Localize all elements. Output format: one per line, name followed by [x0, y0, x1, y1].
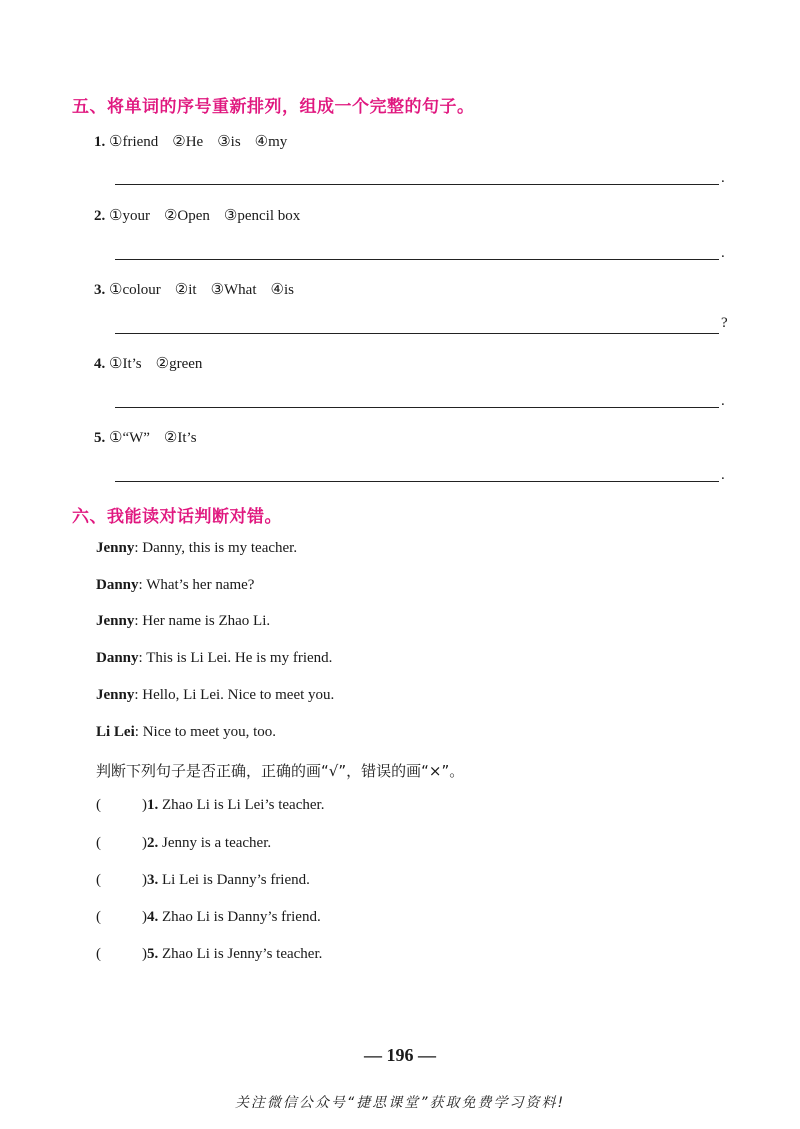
answer-bracket-open[interactable]: (: [96, 946, 101, 962]
option: ④is: [270, 282, 294, 298]
answer-line-3[interactable]: [115, 333, 719, 334]
footer-note: 关注微信公众号“捷思课堂”获取免费学习资料!: [234, 1095, 566, 1111]
statement-number: 1.: [147, 797, 162, 813]
option: ②Open: [163, 208, 210, 224]
option: ③What: [210, 282, 257, 298]
speaker-name: Jenny: [96, 540, 135, 556]
statement-text: Zhao Li is Li Lei’s teacher.: [162, 797, 325, 813]
dialogue-text: Hello, Li Lei. Nice to meet you.: [142, 687, 335, 703]
speaker-separator: :: [138, 577, 147, 593]
answer-bracket-close: ): [142, 835, 147, 851]
question-number: 4.: [94, 356, 109, 372]
question-4: [94, 354, 216, 373]
answer-bracket-open[interactable]: (: [96, 909, 101, 925]
dialogue-text: Danny, this is my teacher.: [142, 540, 298, 556]
end-punctuation: ?: [721, 315, 728, 331]
statement-number: 2.: [147, 835, 162, 851]
option: ①It’s: [109, 356, 142, 372]
question-number: 1.: [94, 134, 109, 150]
speaker-name: Jenny: [96, 687, 135, 703]
question-number: 5.: [94, 430, 109, 446]
statement-number: 5.: [147, 946, 162, 962]
option: ①friend: [109, 134, 159, 150]
speaker-separator: :: [134, 613, 143, 629]
question-number: 3.: [94, 282, 109, 298]
option: ②It’s: [163, 430, 197, 446]
answer-line-4[interactable]: [115, 407, 719, 408]
section-5-title: 五、将单词的序号重新排列，组成一个完整的句子。: [72, 97, 475, 117]
statement-text: Zhao Li is Jenny’s teacher.: [162, 946, 323, 962]
answer-bracket-close: ): [142, 872, 147, 888]
question-5: [94, 428, 211, 447]
statement-text: Li Lei is Danny’s friend.: [162, 872, 310, 888]
option: ②it: [174, 282, 197, 298]
end-punctuation: .: [721, 245, 725, 261]
option: ④my: [254, 134, 288, 150]
answer-bracket-close: ): [142, 946, 147, 962]
page-number: — 196 —: [364, 1045, 436, 1065]
answer-line-5[interactable]: [115, 481, 719, 482]
end-punctuation: .: [721, 170, 725, 186]
judge-statement: [96, 909, 321, 926]
statement-text: Jenny is a teacher.: [162, 835, 272, 851]
option: ①“W”: [109, 430, 150, 446]
question-3: [94, 280, 308, 299]
speaker-name: Li Lei: [96, 724, 135, 740]
speaker-separator: :: [134, 724, 143, 740]
dialogue-text: Nice to meet you, too.: [142, 724, 276, 740]
dialogue-text: What’s her name?: [146, 577, 255, 593]
speaker-name: Jenny: [96, 613, 135, 629]
speaker-name: Danny: [96, 577, 139, 593]
option: ①your: [109, 208, 150, 224]
answer-bracket-open[interactable]: (: [96, 835, 101, 851]
statement-text: Zhao Li is Danny’s friend.: [162, 909, 321, 925]
speaker-separator: :: [138, 650, 147, 666]
judge-instruction: 判断下列句子是否正确，正确的画“√”，错误的画“×”。: [96, 762, 465, 780]
dialogue-line: [96, 540, 297, 557]
answer-bracket-open[interactable]: (: [96, 797, 101, 813]
option: ①colour: [109, 282, 161, 298]
statement-number: 3.: [147, 872, 162, 888]
judge-statement: [96, 797, 324, 814]
judge-statement: [96, 872, 310, 889]
dialogue-line: [96, 650, 332, 667]
dialogue-line: [96, 724, 276, 741]
option: ③pencil box: [223, 208, 301, 224]
answer-bracket-close: ): [142, 797, 147, 813]
question-1: [94, 132, 301, 151]
speaker-separator: :: [134, 687, 143, 703]
dialogue-text: This is Li Lei. He is my friend.: [146, 650, 333, 666]
answer-bracket-open[interactable]: (: [96, 872, 101, 888]
option: ②He: [172, 134, 204, 150]
speaker-name: Danny: [96, 650, 139, 666]
answer-line-2[interactable]: [115, 259, 719, 260]
judge-statement: [96, 835, 271, 852]
dialogue-text: Her name is Zhao Li.: [142, 613, 271, 629]
dialogue-line: [96, 577, 254, 594]
dialogue-line: [96, 687, 334, 704]
end-punctuation: .: [721, 393, 725, 409]
answer-line-1[interactable]: [115, 184, 719, 185]
question-number: 2.: [94, 208, 109, 224]
speaker-separator: :: [134, 540, 143, 556]
statement-number: 4.: [147, 909, 162, 925]
section-6-title: 六、我能读对话判断对错。: [72, 507, 282, 527]
option: ②green: [155, 356, 203, 372]
question-2: [94, 206, 314, 225]
dialogue-line: [96, 613, 270, 630]
option: ③is: [217, 134, 241, 150]
end-punctuation: .: [721, 467, 725, 483]
answer-bracket-close: ): [142, 909, 147, 925]
judge-statement: [96, 946, 322, 963]
